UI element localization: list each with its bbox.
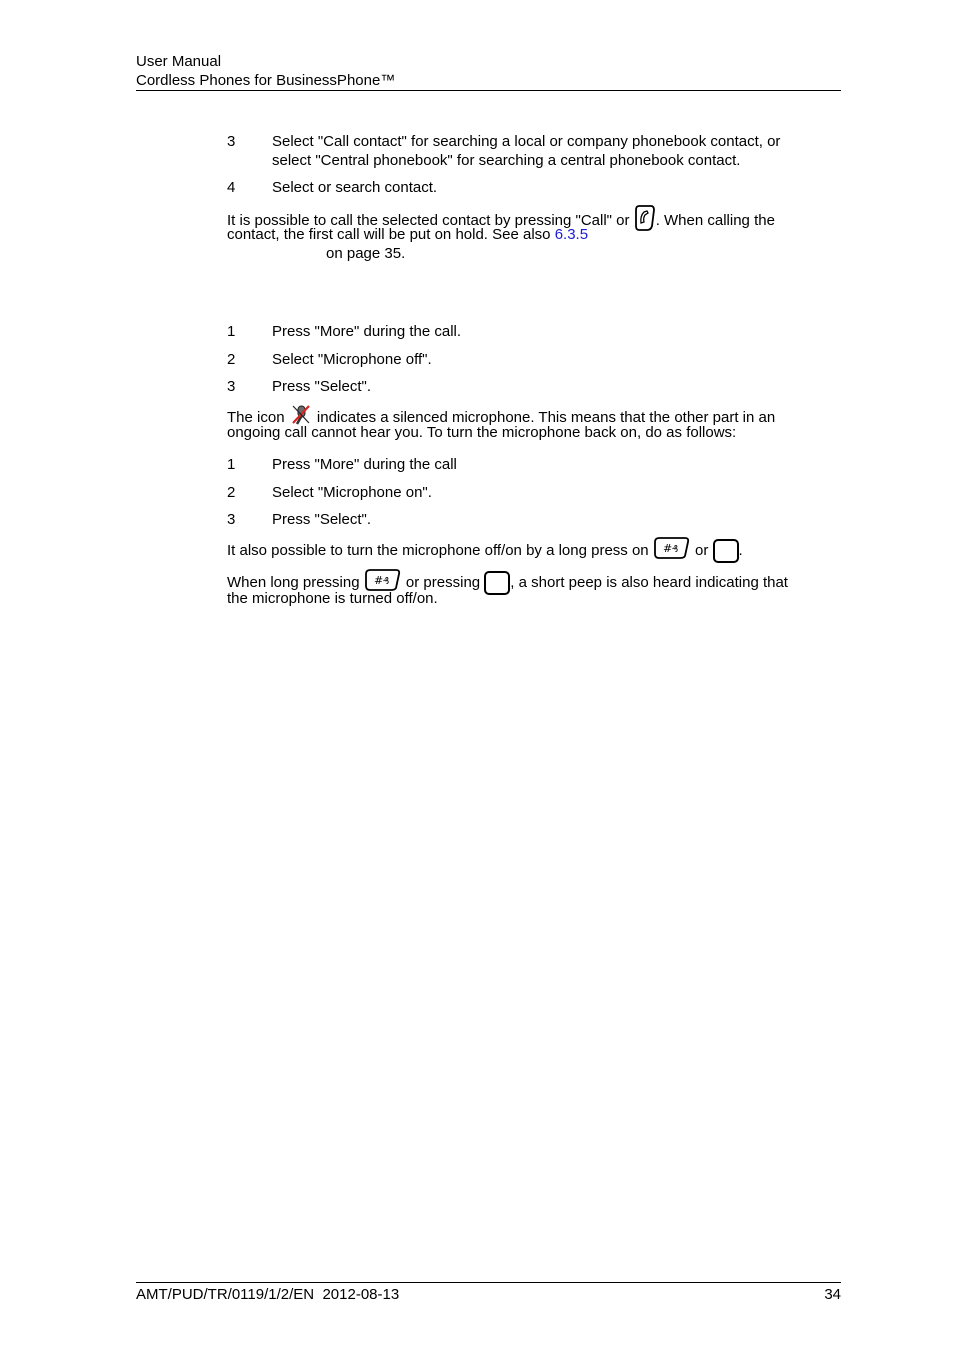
long-press-text: or	[695, 541, 709, 559]
svg-text:#: #	[662, 542, 673, 555]
call-note-line2	[227, 225, 588, 245]
step-number: 1	[227, 456, 236, 473]
footer-doc-id: AMT/PUD/TR/0119/1/2/EN	[136, 1286, 315, 1303]
page-header	[136, 52, 395, 90]
svg-text:₰: ₰	[671, 544, 679, 555]
soft-key-icon	[484, 571, 510, 595]
step-text: Press "More" during the call.	[272, 323, 462, 340]
step-number: 4	[227, 179, 236, 196]
step-text: Press "More" during the call	[272, 456, 457, 473]
step-number: 2	[227, 351, 236, 368]
step-text: Select or search contact.	[272, 179, 438, 196]
step-text: Press "Select".	[272, 378, 372, 395]
hash-key-icon	[653, 536, 691, 566]
peep-note-text: , a short peep is also heard indicating that	[510, 573, 788, 591]
header-title: User Manual	[136, 53, 222, 70]
step-number: 1	[227, 323, 236, 340]
step-text: Select "Microphone on".	[272, 484, 432, 501]
section-link-6-3-5[interactable]: 6.3.5	[554, 226, 589, 243]
step-number: 2	[227, 484, 236, 501]
mic-note-text: The icon	[227, 408, 285, 426]
long-press-text: .	[738, 541, 743, 559]
long-press-text: It also possible to turn the microphone off/on by a long press on	[227, 541, 649, 559]
call-key-icon	[634, 204, 656, 238]
page-number: 34	[824, 1286, 841, 1303]
long-press-note	[227, 536, 743, 566]
header-rule	[136, 90, 841, 91]
call-note-text: . When calling the	[655, 211, 775, 229]
footer-rule	[136, 1282, 841, 1283]
header-subtitle: Cordless Phones for BusinessPhone™	[136, 72, 396, 89]
peep-note-text: or pressing	[405, 573, 481, 591]
mic-icon-note-line2: ongoing call cannot hear you. To turn the microphone back on, do as follows:	[227, 424, 737, 441]
soft-key-icon	[713, 539, 739, 563]
peep-note-line2: the microphone is turned off/on.	[227, 590, 438, 607]
call-note-text: contact, the first call will be put on hold. See also	[227, 226, 551, 243]
call-note-text: It is possible to call the selected contact by pressing "Call" or	[227, 211, 630, 229]
step-text: Select "Microphone off".	[272, 351, 432, 368]
peep-note-text: When long pressing	[227, 573, 360, 591]
step-number: 3	[227, 511, 236, 528]
call-note-page-ref: on page 35.	[326, 245, 406, 262]
step-text: Select "Call contact" for searching a local or company phonebook contact, or	[272, 133, 781, 150]
footer-doc-info	[136, 1286, 399, 1303]
mic-note-text: indicates a silenced microphone. This means that the other part in an	[316, 408, 776, 426]
step-text: Press "Select".	[272, 511, 372, 528]
step-text: select "Central phonebook" for searching a central phonebook contact.	[272, 152, 741, 169]
step-number: 3	[227, 378, 236, 395]
footer-date: 2012-08-13	[322, 1286, 400, 1303]
step-number: 3	[227, 133, 236, 150]
svg-text:#: #	[373, 574, 383, 587]
svg-text:₰: ₰	[382, 576, 390, 587]
